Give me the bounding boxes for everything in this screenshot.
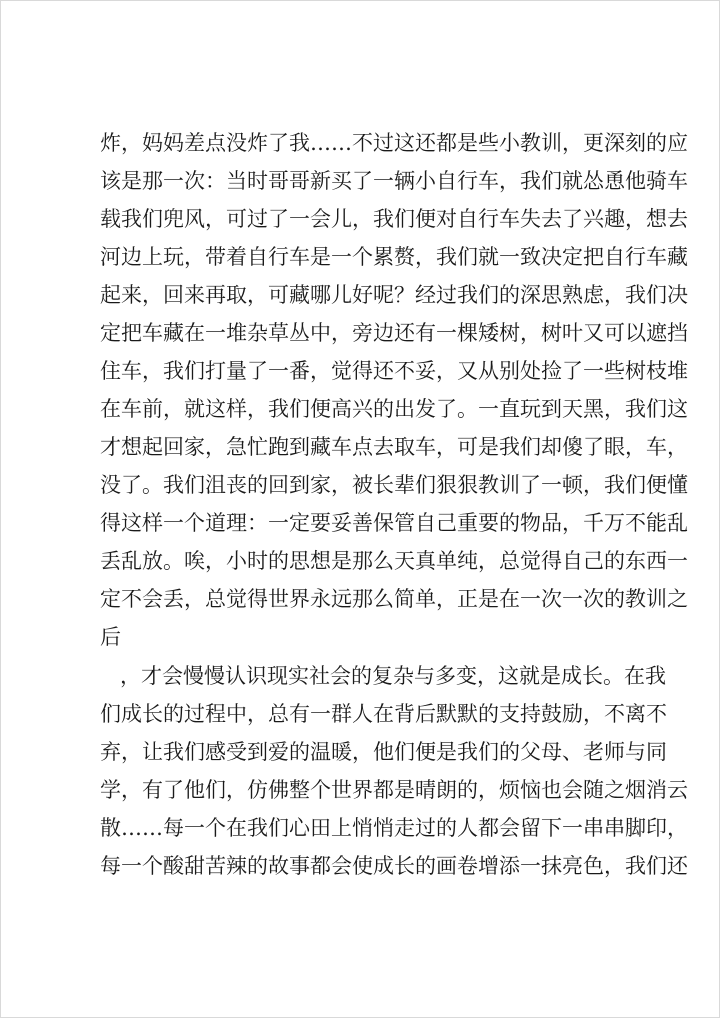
text-line: ，才会慢慢认识现实社会的复杂与多变，这就是成长。在我	[120, 664, 666, 688]
text-line: 载我们兜风，可过了一会儿，我们便对自行车失去了兴趣，想去	[100, 207, 688, 231]
text-line: 们成长的过程中，总有一群人在背后默默的支持鼓励，不离不	[100, 702, 667, 726]
paragraph-1	[100, 124, 688, 656]
text-line: 学，有了他们，仿佛整个世界都是晴朗的，烦恼也会随之烟消云	[100, 778, 688, 802]
paragraph-2	[100, 657, 688, 885]
text-line: 住车，我们打量了一番，觉得还不妥，又从别处捡了一些树枝堆	[100, 359, 688, 383]
text-line: 该是那一次：当时哥哥新买了一辆小自行车，我们就怂恿他骑车	[100, 169, 688, 193]
text-line: 没了。我们沮丧的回到家，被长辈们狠狠教训了一顿，我们便懂	[100, 473, 688, 497]
text-line: 定不会丢，总觉得世界永远那么简单，正是在一次一次的教训之	[100, 587, 688, 611]
text-line: 才想起回家，急忙跑到藏车点去取车，可是我们却傻了眼，车，	[100, 435, 688, 459]
text-line: 河边上玩，带着自行车是一个累赘，我们就一致决定把自行车藏	[100, 245, 688, 269]
text-line: 丢乱放。唉，小时的思想是那么天真单纯，总觉得自己的东西一	[100, 549, 688, 573]
text-line: 定把车藏在一堆杂草丛中，旁边还有一棵矮树，树叶又可以遮挡	[100, 321, 688, 345]
text-line: 得这样一个道理：一定要妥善保管自己重要的物品，千万不能乱	[100, 511, 688, 535]
text-line: 炸，妈妈差点没炸了我……不过这还都是些小教训，更深刻的应	[100, 131, 688, 155]
text-line: 起来，回来再取，可藏哪儿好呢？经过我们的深思熟虑，我们决	[100, 283, 688, 307]
text-line: 弃，让我们感受到爱的温暖，他们便是我们的父母、老师与同	[100, 740, 667, 764]
text-line: 后	[100, 625, 121, 649]
text-line: 在车前，就这样，我们便高兴的出发了。一直玩到天黑，我们这	[100, 397, 688, 421]
text-line: 散……每一个在我们心田上悄悄走过的人都会留下一串串脚印，	[100, 816, 688, 840]
text-line: 每一个酸甜苦辣的故事都会使成长的画卷增添一抹亮色，我们还	[100, 854, 688, 878]
